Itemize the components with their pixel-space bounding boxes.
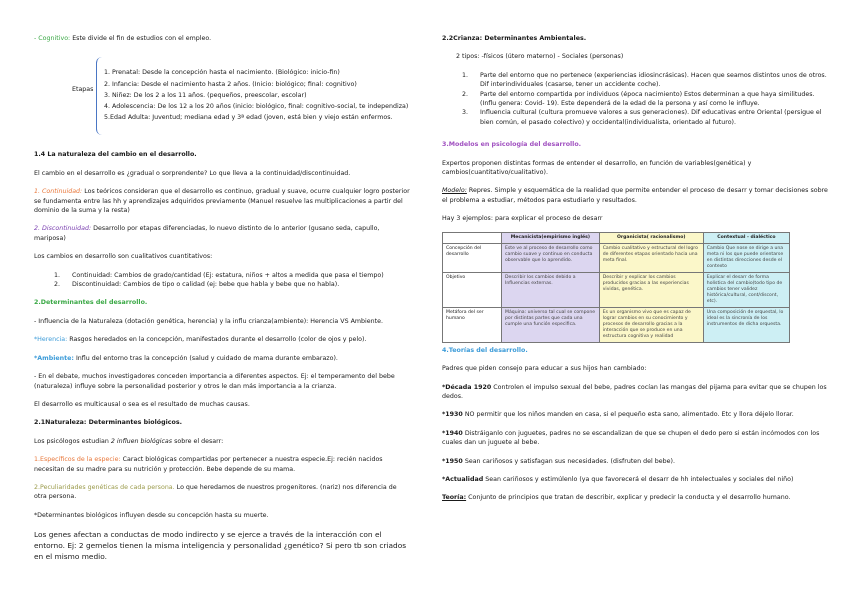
discontinuidad-text: Desarrollo por etapas diferenciadas, lo nuevo distinto de lo anterior (gusano seda, capullo, mariposa) <box>34 225 380 242</box>
era-label: *1930 <box>442 411 463 419</box>
modelo-paragraph <box>442 186 828 205</box>
right-page <box>424 0 848 599</box>
list-item <box>34 280 410 289</box>
ambiente-text: Influ del entorno tras la concepción (salud y cuidado de mama durante embarazo). <box>73 354 338 362</box>
era-text: Sean cariñosos y satisfagan sus necesidades. (disfruten del bebe). <box>462 457 675 465</box>
etapas-block <box>34 49 410 141</box>
era-paragraph <box>442 410 828 419</box>
genetica-text: Lo que heredamos de nuestros progenitores. (nariz) nos diferencia de otra persona. <box>34 483 397 501</box>
table-header <box>443 232 502 243</box>
list-number: 1. <box>462 71 469 79</box>
etapas-label: Etapas <box>72 86 94 94</box>
list-item <box>34 271 410 280</box>
era-text: Sean cariñosos y estimúlenlo (ya que favorecerá el desarr de hh intelectuales y sociales del niño) <box>483 475 794 483</box>
table-cell: Describir y explicar los cambios producidos gracias a las experiencias vividas, genética. <box>599 272 703 307</box>
list-item <box>442 71 828 90</box>
continuidad-text: Los teóricos consideran que el desarrollo es continuo, gradual y suave, ocurre cualquier logro posterior se fundamenta entre las hh y aprendizajes adquiridos previamente (Manuel resuelve las multiplicaciones a partir del dominio de la suma y la resta) <box>34 188 410 215</box>
era-paragraph <box>442 457 828 466</box>
list-text: Parte del entorno que no pertenece (experiencias idiosincrásicas). Hacen que seamos distintos unos de otros. Dif interindividuales (casarse, tener un accidente coche). <box>480 71 827 89</box>
era-paragraph <box>442 429 828 448</box>
section-heading: 2.2Crianza: Determinantes Ambientales. <box>442 35 587 42</box>
list-text: Discontinuidad: Cambios de tipo o calidad (ej: bebe que habla y bebe que no habla). <box>72 281 340 289</box>
era-text: NO permitir que los niños manden en casa, si el pequeño esta sano, alimentado. Etc y llora déjelo llorar. <box>462 411 794 419</box>
list-text: Continuidad: Cambios de grado/cantidad (Ej: estatura, niños + altos a medida que pasa el tiempo) <box>72 271 384 279</box>
herencia-paragraph <box>34 335 410 344</box>
section-heading: 3.Modelos en psicología del desarrollo. <box>442 141 582 149</box>
table-cell: Una composición de orquestal, lo ideal es la sincronía de los instrumentos de dicha orquesta. <box>703 307 789 342</box>
etapa-item: 4. Adolescencia: De los 12 a los 20 años (inicio: biológico, final: cognitivo-social, te independiza) <box>104 103 409 111</box>
table-cell: Máquina: universo tal cual se compone por distintas partes que cada una cumple una función especifica. <box>502 307 600 342</box>
table-cell: Cambio cualitativo y estructural del logro de diferentes etapas orientado hacia una meta final. <box>599 243 703 272</box>
section-heading: 2.1Naturaleza: Determinantes biológicos. <box>34 419 182 427</box>
paragraph: Padres que piden consejo para educar a sus hijos han cambiado: <box>442 365 647 373</box>
text-span: sobre el desarr: <box>172 437 224 445</box>
table-row <box>443 307 790 342</box>
paragraph <box>34 437 410 446</box>
herencia-text: Rasgos heredados en la concepción, manifestados durante el desarrollo (color de ojos y pelo). <box>67 336 367 344</box>
list-number: 2. <box>54 281 61 289</box>
paragraph: El cambio en el desarrollo es ¿gradual o sorprendente? Lo que lleva a la continuidad/discontinuidad. <box>34 169 351 177</box>
especie-label: 1.Específicos de la especie: <box>34 456 121 464</box>
era-text: Controlen el impulso sexual del bebe, padres cocían las mangas del pijama para evitar que se chupen los dedos. <box>442 383 827 400</box>
text-span: 2 influen biológicas <box>110 437 173 445</box>
list-text: Parte del entorno compartida por individuos (época nacimiento) Estos determinan a que haya similitudes. (Influ genera: Covid- 19). Este dependerá de la edad de la persona y así como le influye. <box>480 90 815 108</box>
etapa-item: 3. Niñez: De los 2 a los 11 años. (pequeños, preescolar, escolar) <box>104 91 307 99</box>
list-item <box>442 108 828 127</box>
table-row <box>443 272 790 307</box>
especie-paragraph <box>34 455 410 474</box>
modelo-text: Repres. Simple y esquemática de la realidad que permite entender el proceso de desarr y tomar decisiones sobre el problema a estudiar, métodos para estudiarlo y resultados. <box>442 187 828 204</box>
herencia-label: *Herencia: <box>34 336 68 344</box>
paragraph: 2 tipos: -físicos (útero materno) - Sociales (personas) <box>456 53 624 61</box>
era-label: *1940 <box>442 429 463 437</box>
cognitive-line <box>34 34 410 43</box>
list-item <box>442 90 828 109</box>
paragraph: *Determinantes biológicos influyen desde su concepción hasta su muerte. <box>34 511 269 519</box>
tipos-list <box>442 71 828 127</box>
list-text: Influencia cultural (cultura promueve valores a sus generaciones). Dif educativas entre Oriental (persigue el bien común, el pasado colectivo) y occidental(individualista, orientado al futuro). <box>480 109 822 126</box>
ambiente-paragraph <box>34 354 410 363</box>
table-header: Contextual - dialéctico <box>703 232 789 243</box>
cambios-list <box>34 271 410 290</box>
table-header: Organicista( racionalismo) <box>599 232 703 243</box>
table-cell: Cambio Que nose se dirige a una meta ni los que puede orientarse en distintas direcciones desde el contexto <box>703 243 789 272</box>
table-cell: Explicar el desarr de forma holística del cambio(todo tipo de cambios tener validez histórica/cultural, cont/discont, etc). <box>703 272 789 307</box>
cognitive-label: - Cognitivo: <box>34 35 71 42</box>
modelo-label: Modelo: <box>442 187 467 195</box>
list-number: 1. <box>54 271 61 279</box>
continuidad-paragraph <box>34 187 410 215</box>
paragraph: Los genes afectan a conductas de modo indirecto y se ejerce a través de la interacción con el entorno. Ej: 2 gemelos tienen la misma inteligencia y personalidad ¿genético? Si pero tb son criados en el mismo medio. <box>34 530 407 562</box>
era-text: Distráiganlo con juguetes, padres no se escandalizan de que se chupen el dedo pero si están incómodos con los cuales dan un juguete al bebe. <box>442 429 820 447</box>
ambiente-label: *Ambiente: <box>34 354 74 362</box>
table-row <box>443 243 790 272</box>
etapa-item: 2. Infancia: Desde el nacimiento hasta 2 años. (Inicio: biológico; final: cognitivo) <box>104 80 357 88</box>
era-label: *Actualidad <box>442 475 484 483</box>
teoria-paragraph <box>442 493 828 502</box>
continuidad-label: 1. Continuidad: <box>34 188 83 196</box>
list-number: 3. <box>462 109 469 117</box>
section-heading: 1.4 La naturaleza del cambio en el desarrollo. <box>34 151 197 159</box>
era-paragraph <box>442 475 828 484</box>
teoria-text: Conjunto de principios que tratan de describir, explicar y predecir la conducta y el desarrollo humano. <box>466 494 791 502</box>
etapas-list <box>104 67 410 123</box>
especie-text: Caract biológicas compartidas por pertenecer a nuestra especie.Ej: recién nacidos necesitan de su madre para su nutrición y protección. Bebe depende de su mama. <box>34 456 383 473</box>
section-heading: 2.Determinantes del desarrollo. <box>34 299 148 307</box>
etapa-item: 1. Prenatal: Desde la concepción hasta el nacimiento. (Biológico: inicio-fin) <box>104 69 340 77</box>
row-header: Objetivo <box>443 272 502 307</box>
era-label: *Década 1920 <box>442 383 492 391</box>
table-header: Mecanicista(empirismo inglés) <box>502 232 600 243</box>
section-heading: 4.Teorías del desarrollo. <box>442 346 528 354</box>
table-cell: Este ve al proceso de desarrollo como cambio suave y continuo en conducta observable que lo aprendido. <box>502 243 600 272</box>
paragraph: El desarrollo es multicausal o sea es el resultado de muchas causas. <box>34 400 250 408</box>
table-header-row <box>443 232 790 243</box>
era-paragraph <box>442 383 828 402</box>
models-table <box>442 232 790 343</box>
teoria-label: Teoría: <box>442 494 467 502</box>
list-number: 2. <box>462 90 469 98</box>
paragraph: Expertos proponen distintas formas de entender el desarrollo, en función de variables(genética) y cambios(cuantitativo/cualitativo). <box>442 159 752 177</box>
discontinuidad-label: 2. Discontinuidad: <box>34 225 92 233</box>
cognitive-text: Este divide el fin de estudios con el empleo. <box>70 35 212 42</box>
table-cell: Es un organismo vivo que es capaz de lograr cambios en su conocimiento y procesos de desarrollo gracias a la interacción que se produce en una estructura cognitiva y realidad <box>599 307 703 342</box>
paragraph: - Influencia de la Naturaleza (dotación genética, herencia) y la influ crianza(ambiente): Herencia VS Ambiente. <box>34 317 383 325</box>
table-cell: Describir los cambios debido a Influencias externas. <box>502 272 600 307</box>
paragraph: Hay 3 ejemplos: para explicar el proceso de desarr <box>442 215 603 223</box>
genetica-paragraph <box>34 483 410 502</box>
genetica-label: 2.Peculiaridades genéticas de cada persona. <box>34 483 175 491</box>
paragraph: - En el debate, muchos investigadores conceden importancia a diferentes aspectos. Ej: el temperamento del bebe (naturaleza) influye sobre la personalidad posterior y otros le dan más importancia a la crianza. <box>34 373 395 390</box>
text-span: Los psicólogos estudian <box>34 437 111 445</box>
row-header: Metáfora del ser humano <box>443 307 502 342</box>
discontinuidad-paragraph <box>34 224 410 243</box>
paragraph: Los cambios en desarrollo son cualitativos cuantitativos: <box>34 253 213 261</box>
row-header: Concepción del desarrollo <box>443 243 502 272</box>
era-label: *1950 <box>442 457 463 465</box>
etapa-item: 5.Edad Adulta: Juventud; mediana edad y 3ª edad (joven, está bien y viejo están enfermos. <box>104 114 393 122</box>
